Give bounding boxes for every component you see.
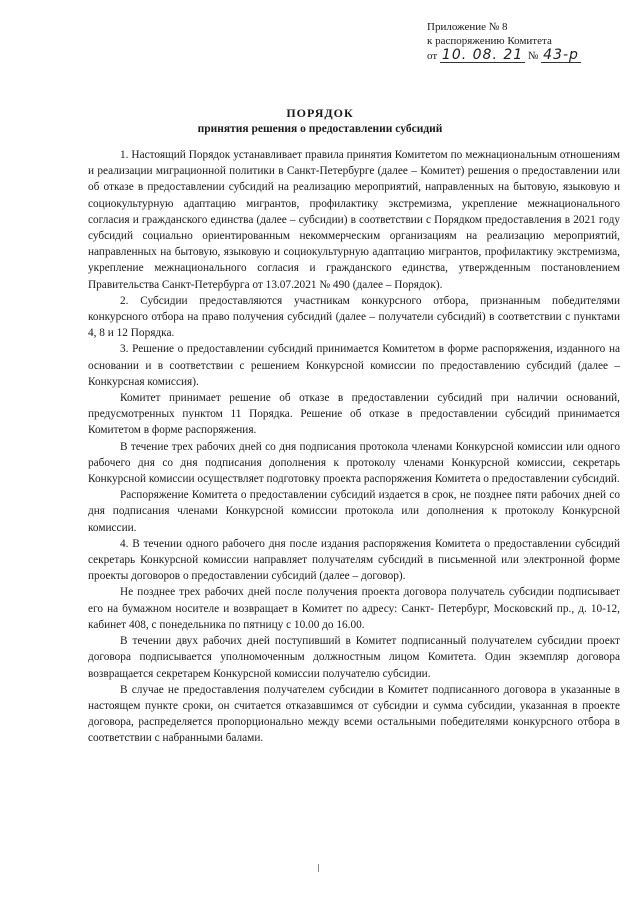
page-subtitle: принятия решения о предоставлении субсидий [197, 123, 443, 135]
handwritten-number: 43-р [543, 47, 579, 63]
paragraph: 4. В течении одного рабочего дня после издания распоряжения Комитета о предоставлении субсидий секретарь Конкурсной комиссии направляет получателям субсидий в письменной или электронной форме проекты договоров о предоставлении субсидий (далее – договор). [88, 537, 620, 583]
annex-date-number-line [427, 48, 627, 63]
handwritten-date: 10. 08. 21 [441, 47, 524, 63]
scan-mark [318, 864, 319, 872]
paragraph: 1. Настоящий Порядок устанавливает правила принятия Комитетом по межнациональным отношениям и реализации миграционной политики в Санкт-Петербурге (далее – Комитет) решения о предоставлении или об отказе в предоставлении субсидий на реализацию мероприятий, направленных на бытовую, языковую и социокультурную адаптацию мигрантов, профилактику экстремизма, укрепление межнационального согласия и гражданского единства (далее – субсидии) в соответствии с Порядком предоставления в 2021 году субсидий социально ориентированным некоммерческим организациям на реализацию мероприятий, направленных на бытовую, языковую и социокультурную адаптацию мигрантов, профилактику экстремизма, укрепление межнационального согласия и гражданского единства, утвержденным постановлением Правительства Санкт-Петербурга от 13.07.2021 № 490 (далее – Порядок). [88, 149, 620, 291]
paragraph: 2. Субсидии предоставляются участникам конкурсного отбора, признанным победителями конкурсного отбора на право получения субсидий (далее – получатели субсидий) в соответствии с пунктами 4, 8 и 12 Порядка. [88, 294, 620, 340]
number-label: № [527, 50, 539, 62]
paragraph: Распоряжение Комитета о предоставлении субсидий издается в срок, не позднее пяти рабочих дней со дня подписания членами Конкурсной комиссии протокола или дополнения к протоколу Конкурсной комиссии. [88, 489, 620, 534]
from-label: от [427, 50, 438, 62]
document-body [88, 147, 620, 747]
paragraph: В случае не предоставления получателем субсидии в Комитет подписанного договора в указанные в настоящем пункте сроки, он считается отказавшимся от субсидии и сумма субсидии, указанная в проекте договора, распределяется пропорционально между всеми остальными победителями конкурсного отбора в соответствии с набранными балами. [88, 683, 620, 745]
paragraph: В течении двух рабочих дней поступивший в Комитет подписанный получателем субсидии проект договора подписывается уполномоченным должностным лицом Комитета. Один экземпляр договора возвращается секретарем Конкурсной комиссии получателю субсидии. [88, 635, 620, 680]
paragraph: В течение трех рабочих дней со дня подписания протокола членами Конкурсной комиссии или одного рабочего дня со дня подписания дополнения к протоколу членами Конкурсной комиссии, секретарь Конкурсной комиссии осуществляет подготовку проекта распоряжения Комитета о предоставлении субсидий. [88, 440, 620, 486]
paragraph: Комитет принимает решение об отказе в предоставлении субсидий при наличии оснований, предусмотренных пунктом 11 Порядка. Решение об отказе в предоставлении субсидий принимается Комитетом в форме распоряжения. [88, 392, 620, 437]
annex-number: Приложение № 8 [427, 21, 508, 33]
annex-order-ref: к распоряжению Комитета [427, 35, 552, 47]
paragraph: 3. Решение о предоставлении субсидий принимается Комитетом в форме распоряжения, изданного на основании и в соответствии с решением Конкурсной комиссии по предоставлению субсидий (далее – Конкурсная комиссия). [88, 343, 620, 388]
paragraph: Не позднее трех рабочих дней после получения проекта договора получатель субсидии подписывает его на бумажном носителе и возвращает в Комитет по адресу: Санкт- Петербург, Московский пр., д. 10-12, кабинет 408, с понедельника по пятницу с 10.00 до 16.00. [88, 586, 620, 631]
page-title: ПОРЯДОК [286, 106, 354, 120]
annex-header [427, 20, 627, 63]
